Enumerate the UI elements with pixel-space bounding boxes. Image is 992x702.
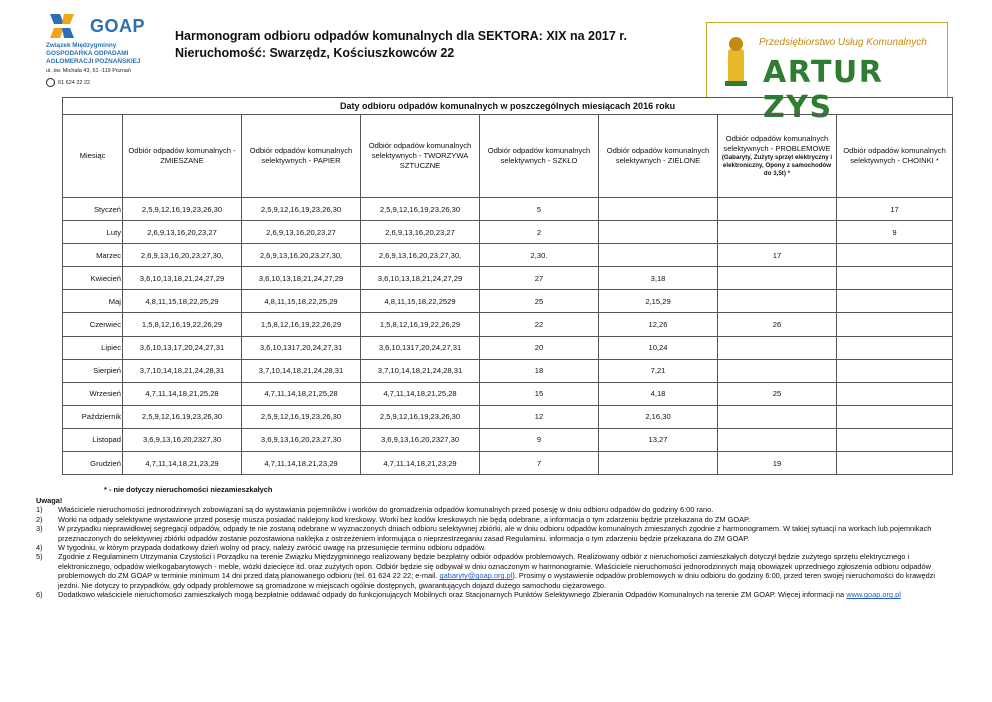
schedule-title: Harmonogram odbioru odpadów komunalnych dla SEKTORA: XIX na 2017 r. [175, 29, 627, 43]
date-cell: 12 [480, 405, 599, 428]
date-cell: 3,6,10,13,18,21,24,27,29 [242, 267, 361, 290]
month-cell: Marzec [63, 244, 123, 267]
date-cell: 3,7,10,14,18,21,24,28,31 [123, 359, 242, 382]
goap-logo [46, 12, 166, 87]
date-cell: 3,6,9,13,16,20,2327,30 [123, 428, 242, 451]
date-cell: 2 [480, 221, 599, 244]
note-item: 1) Właściciele nieruchomości jednorodzinnych zobowiązani są do wystawiania pojemników i worków do gromadzenia odpadów komunalnych przed posesję w dniu odbioru odpadów do godziny 6:00 rano. [36, 505, 714, 515]
table-row [63, 290, 953, 313]
header-plastic: Odbiór odpadów komunalnych selektywnych - TWORZYWA SZTUCZNE [361, 115, 480, 198]
date-cell: 9 [837, 221, 953, 244]
date-cell: 7 [480, 452, 599, 475]
date-cell [837, 405, 953, 428]
zys-subtitle: Przedsiębiorstwo Usług Komunalnych [759, 37, 927, 48]
table-row [63, 267, 953, 290]
footnote: * - nie dotyczy nieruchomości niezamieszkałych [104, 485, 273, 494]
date-cell: 2,6,9,13,16,20,23,27,30, [242, 244, 361, 267]
date-cell [599, 198, 718, 221]
date-cell [718, 428, 837, 451]
note-item: 4) W tygodniu, w którym przypada dodatkowy dzień wolny od pracy, należy zwrócić uwagę na przesunięcie terminu odbioru odpadów. [36, 543, 486, 553]
date-cell: 4,8,11,15,18,22,2529 [361, 290, 480, 313]
table-row [63, 313, 953, 336]
date-cell: 2,5,9,12,16,19,23,26,30 [123, 198, 242, 221]
date-cell: 25 [718, 382, 837, 405]
table-row [63, 198, 953, 221]
date-cell [599, 452, 718, 475]
date-cell: 3,6,10,13,18,21,24,27,29 [361, 267, 480, 290]
zys-logo [706, 22, 948, 125]
date-cell [837, 290, 953, 313]
table-row [63, 405, 953, 428]
date-cell: 5 [480, 198, 599, 221]
date-cell [837, 336, 953, 359]
date-cell [599, 244, 718, 267]
table-row [63, 452, 953, 475]
header-glass: Odbiór odpadów komunalnych selektywnych - SZKŁO [480, 115, 599, 198]
date-cell: 19 [718, 452, 837, 475]
header-mixed: Odbiór odpadów komunalnych - ZMIESZANE [123, 115, 242, 198]
date-cell: 15 [480, 382, 599, 405]
date-cell: 3,7,10,14,18,21,24,28,31 [361, 359, 480, 382]
table-row [63, 428, 953, 451]
zys-mascot-icon [719, 35, 753, 89]
date-cell: 7,21 [599, 359, 718, 382]
date-cell: 17 [837, 198, 953, 221]
notes-section [36, 496, 954, 599]
table-row [63, 221, 953, 244]
date-cell: 3,6,9,13,16,20,2327,30 [361, 428, 480, 451]
month-cell: Grudzień [63, 452, 123, 475]
date-cell: 1,5,8,12,16,19,22,26,29 [123, 313, 242, 336]
date-cell: 12,26 [599, 313, 718, 336]
date-cell: 2,6,9,13,16,20,23,27,30, [361, 244, 480, 267]
date-cell: 3,18 [599, 267, 718, 290]
table-row [63, 336, 953, 359]
header-problem: Odbiór odpadów komunalnych selektywnych - PROBLEMOWE (Gabaryty, Zużyty sprzęt elektryczny i elektroniczny, Opony z samochodów do 3,5t) * [718, 115, 837, 198]
table-caption: Daty odbioru odpadów komunalnych w poszczególnych miesiącach 2016 roku [63, 98, 953, 115]
header-month: Miesiąc [63, 115, 123, 198]
month-cell: Lipiec [63, 336, 123, 359]
date-cell: 9 [480, 428, 599, 451]
date-cell [718, 359, 837, 382]
header-trees: Odbiór odpadów komunalnych selektywnych - CHOINKI * [837, 115, 953, 198]
month-cell: Wrzesień [63, 382, 123, 405]
date-cell: 2,5,9,12,16,19,23,26,30 [242, 405, 361, 428]
date-cell: 3,6,10,13,18,21,24,27,29 [123, 267, 242, 290]
date-cell [718, 405, 837, 428]
date-cell [837, 428, 953, 451]
date-cell [837, 244, 953, 267]
date-cell: 4,18 [599, 382, 718, 405]
phone-icon [46, 78, 55, 87]
month-cell: Kwiecień [63, 267, 123, 290]
website-link[interactable]: www.goap.org.pl [846, 590, 901, 600]
date-cell: 4,7,11,14,18,21,25,28 [123, 382, 242, 405]
date-cell [837, 313, 953, 336]
date-cell: 2,5,9,12,16,19,23,26,30 [361, 405, 480, 428]
table-caption-row [63, 98, 953, 115]
goap-address: ul. św. Michała 43, 61 -119 Poznań [46, 68, 131, 74]
date-cell: 1,5,8,12,16,19,22,26,29 [361, 313, 480, 336]
month-cell: Luty [63, 221, 123, 244]
date-cell [837, 359, 953, 382]
month-cell: Styczeń [63, 198, 123, 221]
date-cell: 2,16,30 [599, 405, 718, 428]
date-cell: 4,7,11,14,18,21,23,29 [123, 452, 242, 475]
date-cell: 4,7,11,14,18,21,23,29 [361, 452, 480, 475]
date-cell: 2,6,9,13,16,20,23,27 [123, 221, 242, 244]
header-paper: Odbiór odpadów komunalnych selektywnych - PAPIER [242, 115, 361, 198]
date-cell [599, 221, 718, 244]
goap-emblem-icon [46, 12, 86, 40]
month-cell: Październik [63, 405, 123, 428]
date-cell: 1,5,8,12,16,19,22,26,29 [242, 313, 361, 336]
date-cell: 22 [480, 313, 599, 336]
date-cell: 2,5,9,12,16,19,23,26,30 [123, 405, 242, 428]
date-cell: 13,27 [599, 428, 718, 451]
date-cell [718, 198, 837, 221]
date-cell: 18 [480, 359, 599, 382]
date-cell [837, 382, 953, 405]
note-item: 2) Worki na odpady selektywne wystawione przed posesję musza posiadać naklejony kod kreskowy. Worki bez kodów kreskowych nie będą odebrane, a informacja o tym zdarzeniu będzie przekazana do ZM GOAP. [36, 514, 751, 524]
header-green: Odbiór odpadów komunalnych selektywnych - ZIELONE [599, 115, 718, 198]
note-item: 3) W przypadku nieprawidłowej segregacji odpadów, odpady te nie zostaną odebrane w wyznaczonych dniach odbioru selektywnej zbiórki, ale w dniu odbioru odpadów komunalnych zmieszanych zgodnie z harmonogramem. W takiej sytuacji na workach lub pojemnikach przeznaczonych do selektywnej zbiórki odpadów zostanie pozostawiona naklejka z ostrzeżeniem informująca o nieprzestrzeganiu zasad Regulaminu. informacja o tym zdarzeniu będzie przekazana do ZM GOAP. [36, 524, 932, 543]
date-cell: 4,7,11,14,18,21,23,29 [242, 452, 361, 475]
date-cell: 25 [480, 290, 599, 313]
note-item: 6) Dodatkowo właściciele nieruchomości zamieszkałych mogą bezpłatnie oddawać odpady do funkcjonujących Mobilnych oraz Stacjonarnych Punktów Selektywnego Zbierania Odpadów Komunalnych na terenie ZM GOAP. Więcej informacji na www.goap.org.pl [36, 590, 901, 600]
date-cell: 2,6,9,13,16,20,23,27 [242, 221, 361, 244]
schedule-table [62, 97, 953, 475]
date-cell: 2,30. [480, 244, 599, 267]
date-cell [718, 290, 837, 313]
date-cell: 3,6,10,13,17,20,24,27,31 [123, 336, 242, 359]
table-row [63, 244, 953, 267]
date-cell: 2,15,29 [599, 290, 718, 313]
table-row [63, 359, 953, 382]
date-cell [837, 267, 953, 290]
date-cell: 2,5,9,12,16,19,23,26,30 [242, 198, 361, 221]
property-address: Nieruchomość: Swarzędz, Kościuszkowców 22 [175, 46, 455, 60]
notes-title: Uwaga! [36, 496, 63, 505]
date-cell: 26 [718, 313, 837, 336]
date-cell [837, 452, 953, 475]
month-cell: Czerwiec [63, 313, 123, 336]
goap-phone: 61 624 22 22 [46, 78, 166, 87]
goap-org-name: Związek Międzygminny GOSPODARKA ODPADAMI AGLOMERACJI POZNAŃSKIEJ [46, 42, 141, 65]
date-cell: 17 [718, 244, 837, 267]
date-cell: 2,5,9,12,16,19,23,26,30 [361, 198, 480, 221]
page-title [175, 28, 627, 62]
table-row [63, 382, 953, 405]
month-cell: Listopad [63, 428, 123, 451]
date-cell [718, 336, 837, 359]
email-link[interactable]: gabaryty@goap.org.pl [439, 571, 513, 581]
date-cell: 3,6,10,1317,20,24,27,31 [242, 336, 361, 359]
date-cell: 3,7,10,14,18,21,24,28,31 [242, 359, 361, 382]
date-cell: 4,7,11,14,18,21,25,28 [361, 382, 480, 405]
date-cell: 10,24 [599, 336, 718, 359]
date-cell: 4,8,11,15,18,22,25,29 [242, 290, 361, 313]
month-cell: Sierpień [63, 359, 123, 382]
problem-note: (Gabaryty, Zużyty sprzęt elektryczny i elektroniczny, Opony z samochodów do 3,5t) * [721, 154, 833, 177]
date-cell: 3,6,10,1317,20,24,27,31 [361, 336, 480, 359]
date-cell: 4,7,11,14,18,21,25,28 [242, 382, 361, 405]
note-item: 5) Zgodnie z Regulaminem Utrzymania Czystości i Porządku na terenie Związku Międzygminnego realizowany będzie bezpłatny odbiór odpadów problemowych. Realizowany odbiór z nieruchomości zamieszkałych dotyczył będzie zużytego sprzętu elektrycznego i elektronicznego, odpadów wielkogabarytowych - meble, wózki dziecięce itd. oraz zużytych opon. Odbiór będzie się odbywał w dniu oznaczonym w harmonogramie. Właściciele nieruchomości jednorodzinnych mają obowiązek uprzedniego zgłoszenia odbioru odpadów problemowych do ZM GOAP w terminie minimum 14 dni przed datą planowanego odbioru (tel. 61 624 22 22; e-mail. gabaryty@goap.org.pl). Prosimy o wystawienie odpadów problemowych w dniu odbioru do godziny 6:00, przed teren swojej nieruchomości do krawędzi jezdni. Nie dotyczy to przypadków, gdy odpady problemowe są gromadzone w miejscach ogólnie dostępnych, gwarantujących dojazd dużego samochodu ciężarowego. [36, 552, 936, 590]
zys-name: ARTUR ZYS [763, 55, 884, 125]
month-cell: Maj [63, 290, 123, 313]
date-cell: 3,6,9,13,16,20,23,27,30 [242, 428, 361, 451]
date-cell: 20 [480, 336, 599, 359]
date-cell: 2,6,9,13,16,20,23,27 [361, 221, 480, 244]
date-cell: 4,8,11,15,18,22,25,29 [123, 290, 242, 313]
table-header-row [63, 115, 953, 198]
date-cell: 2,6,9,13,16,20,23,27,30, [123, 244, 242, 267]
goap-name: GOAP [90, 15, 146, 36]
date-cell [718, 267, 837, 290]
date-cell: 27 [480, 267, 599, 290]
date-cell [718, 221, 837, 244]
